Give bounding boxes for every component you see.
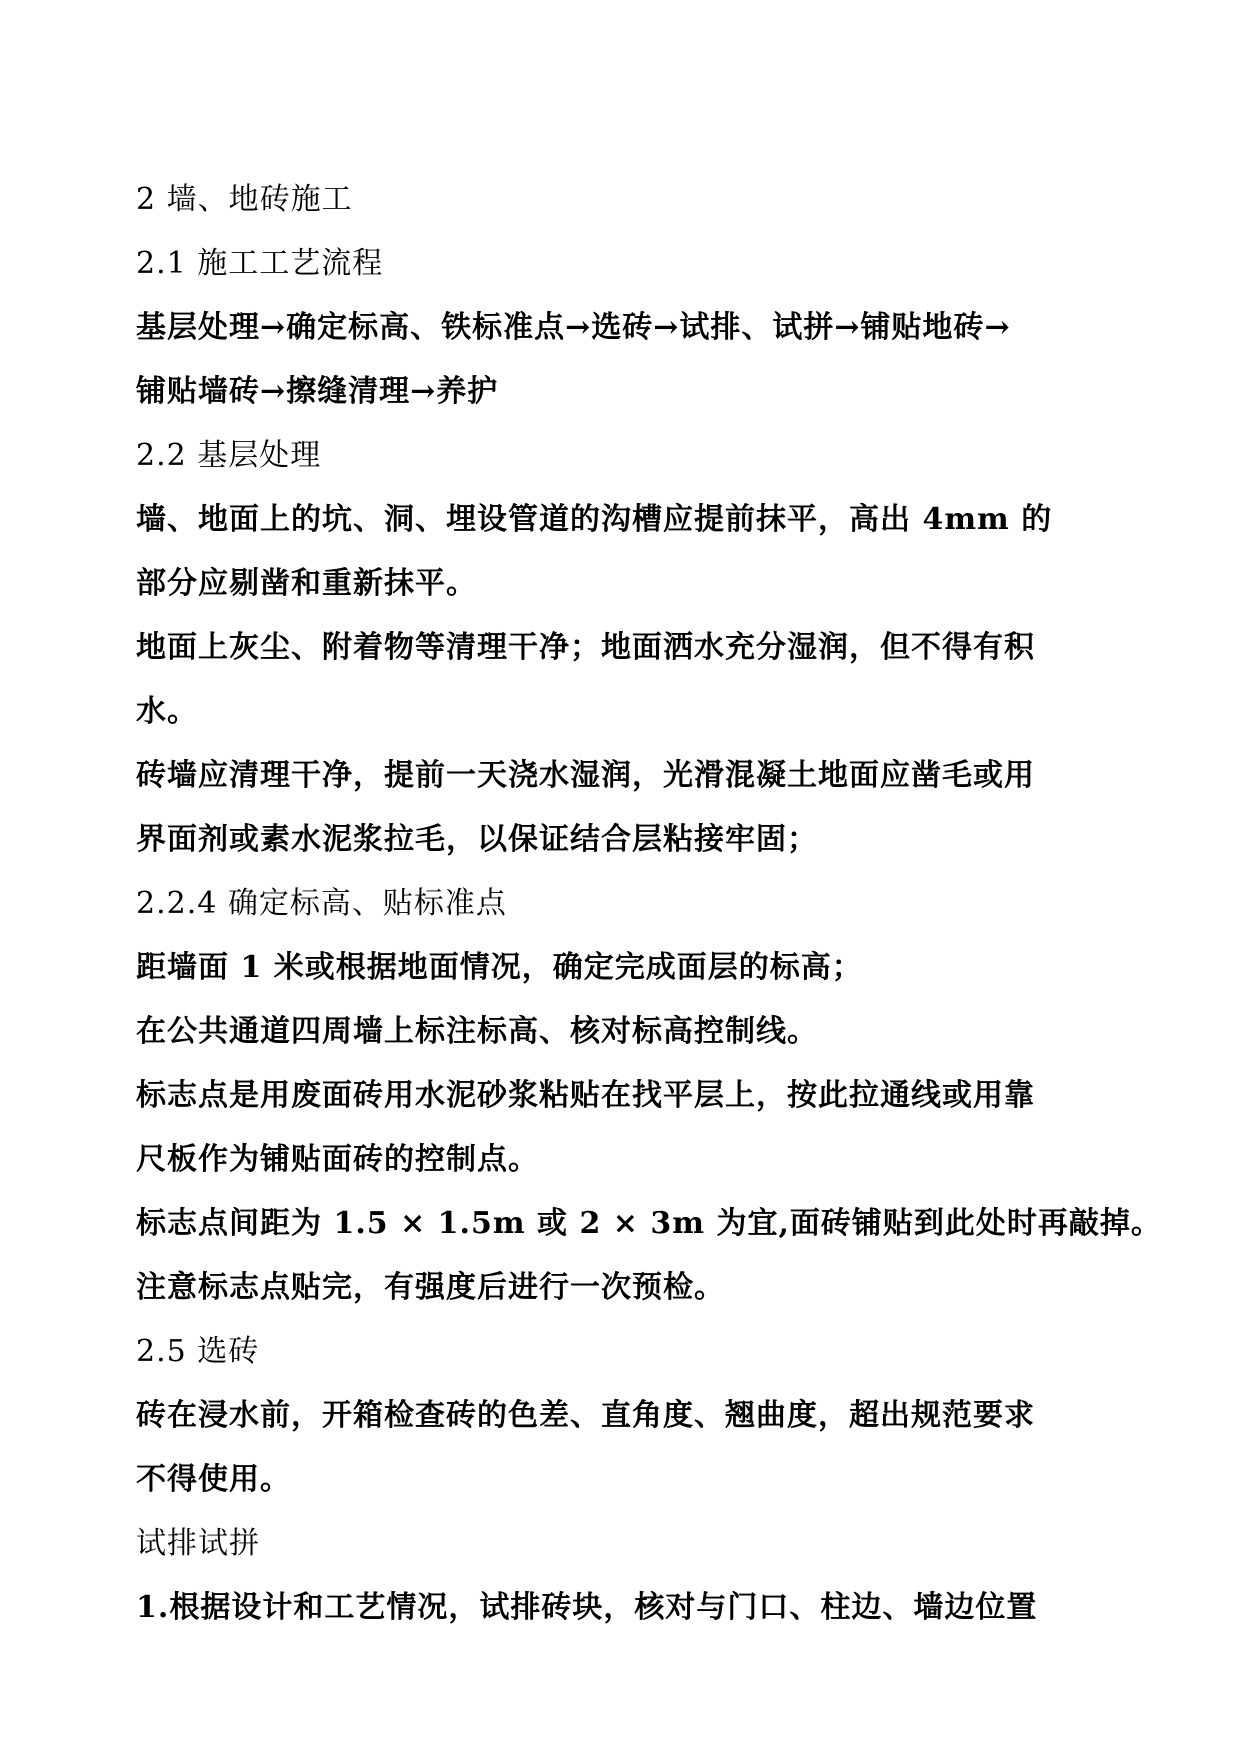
paragraph-line: 铺贴墙砖→擦缝清理→养护 bbox=[136, 374, 499, 409]
paragraph-line: 尺板作为铺贴面砖的控制点。 bbox=[136, 1142, 539, 1177]
paragraph-line: 1.根据设计和工艺情况，试排砖块，核对与门口、柱边、墙边位置 bbox=[136, 1590, 1038, 1625]
section-heading-2-1: 2.1 施工工艺流程 bbox=[136, 246, 384, 281]
paragraph-line: 不得使用。 bbox=[136, 1462, 291, 1497]
paragraph-line: 注意标志点贴完，有强度后进行一次预检。 bbox=[136, 1270, 725, 1305]
paragraph-line: 标志点是用废面砖用水泥砂浆粘贴在找平层上，按此拉通线或用靠 bbox=[136, 1078, 1035, 1113]
paragraph-line: 界面剂或素水泥浆拉毛，以保证结合层粘接牢固； bbox=[136, 822, 818, 857]
paragraph-line: 水。 bbox=[136, 694, 198, 729]
paragraph-line: 部分应剔凿和重新抹平。 bbox=[136, 566, 477, 601]
subheading-trial-layout: 试排试拼 bbox=[136, 1526, 260, 1561]
paragraph-line: 在公共通道四周墙上标注标高、核对标高控制线。 bbox=[136, 1014, 818, 1049]
paragraph-line: 基层处理→确定标高、铁标准点→选砖→试排、试拼→铺贴地砖→ bbox=[136, 310, 1011, 345]
document-body bbox=[136, 168, 1162, 1640]
section-heading-2-2-4: 2.2.4 确定标高、贴标准点 bbox=[136, 886, 507, 921]
section-heading-2-2: 2.2 基层处理 bbox=[136, 438, 322, 473]
section-heading-2: 2 墙、地砖施工 bbox=[136, 182, 353, 217]
paragraph-line: 地面上灰尘、附着物等清理干净；地面洒水充分湿润，但不得有积 bbox=[136, 630, 1035, 665]
section-heading-2-5: 2.5 选砖 bbox=[136, 1334, 260, 1369]
paragraph-line: 砖墙应清理干净，提前一天浇水湿润，光滑混凝土地面应凿毛或用 bbox=[136, 758, 1035, 793]
paragraph-line: 墙、地面上的坑、洞、埋设管道的沟槽应提前抹平，高出 4mm 的 bbox=[136, 502, 1053, 537]
paragraph-line: 砖在浸水前，开箱检查砖的色差、直角度、翘曲度，超出规范要求 bbox=[136, 1398, 1035, 1433]
paragraph-line: 标志点间距为 1.5 × 1.5m 或 2 × 3m 为宜,面砖铺贴到此处时再敲掉。 bbox=[136, 1206, 1162, 1241]
paragraph-line: 距墙面 1 米或根据地面情况，确定完成面层的标高； bbox=[136, 950, 863, 985]
